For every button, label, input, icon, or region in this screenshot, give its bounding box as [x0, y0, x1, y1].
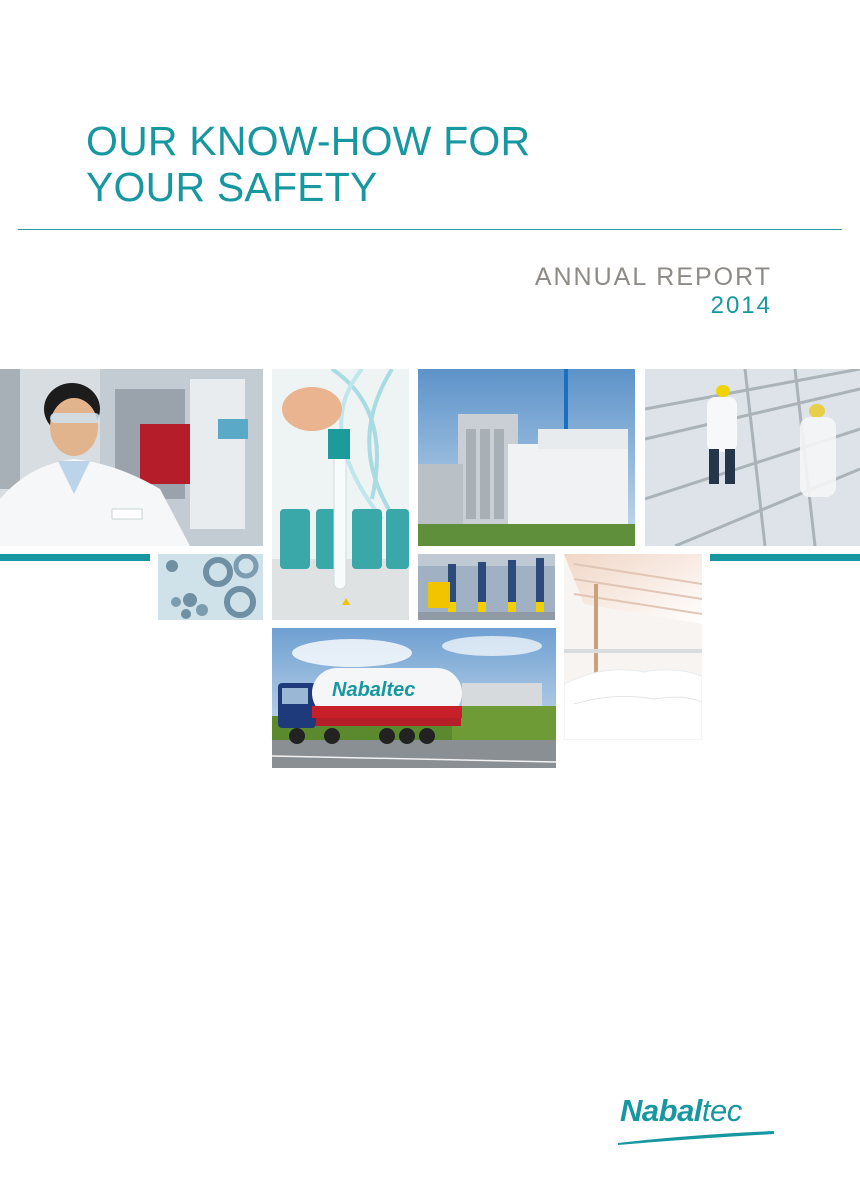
header-divider	[18, 229, 842, 230]
logo-part-2: tec	[701, 1093, 742, 1128]
nabaltec-logo	[616, 1093, 776, 1149]
headline-line-2: YOUR SAFETY	[86, 164, 378, 210]
logo-wordmark	[620, 1093, 742, 1129]
accent-bar-left	[0, 554, 150, 561]
annual-report-label: ANNUAL REPORT	[534, 263, 772, 291]
stairway-workers-photo	[645, 369, 860, 546]
test-tubes-photo	[272, 369, 409, 620]
factory-building-photo	[418, 369, 635, 546]
tanker-truck-photo	[272, 628, 556, 768]
report-title-block	[535, 262, 772, 320]
warehouse-forklift-photo	[418, 554, 555, 620]
report-year: 2014	[710, 292, 772, 319]
logo-part-1: Nabal	[620, 1093, 702, 1128]
scientist-photo	[0, 369, 263, 546]
accent-bar-right	[710, 554, 860, 561]
white-powder-plant-photo	[564, 554, 702, 740]
headline-line-1: OUR KNOW-HOW FOR	[86, 118, 531, 164]
truck-branding: Nabaltec	[332, 679, 416, 701]
granules-photo	[158, 554, 263, 620]
cover-headline	[86, 118, 530, 210]
logo-swoosh-icon	[616, 1129, 776, 1145]
